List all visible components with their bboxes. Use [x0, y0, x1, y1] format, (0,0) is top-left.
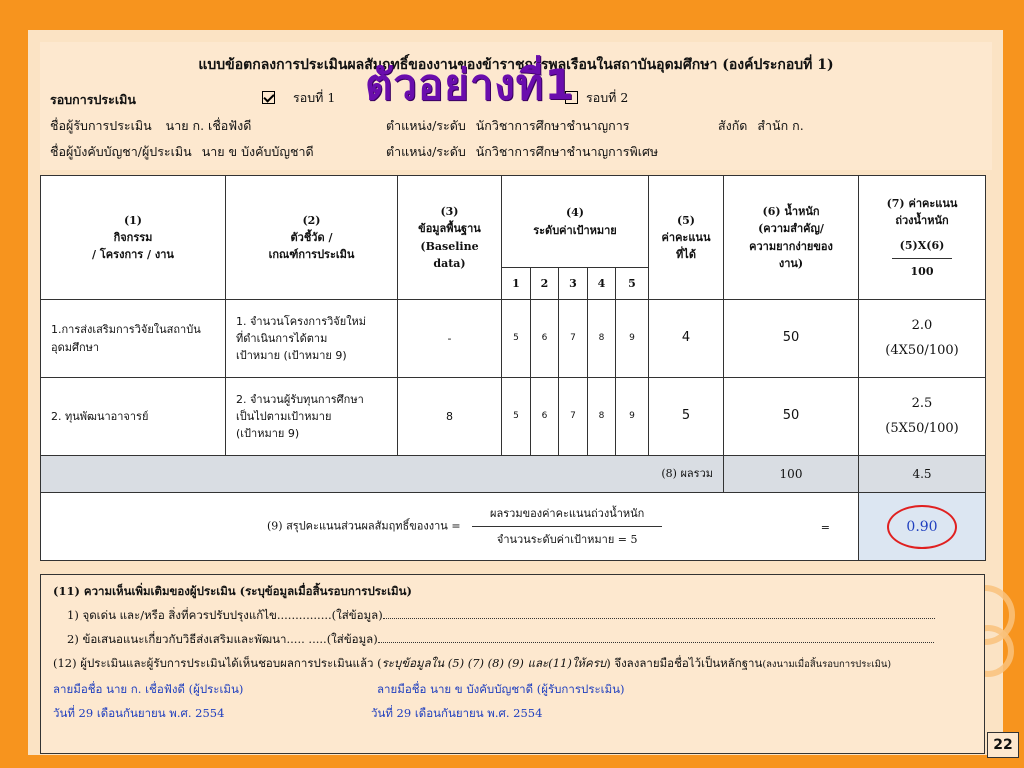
activity-cell: 2. ทุนพัฒนาอาจารย์	[41, 378, 226, 456]
level-cell: 9	[616, 300, 649, 378]
level-2: 2	[531, 268, 559, 300]
summary-result-cell	[859, 493, 986, 561]
weighted-cell: 2.5 (5X50/100)	[859, 378, 986, 456]
summary-row	[41, 493, 986, 561]
supervisor-name: นาย ข บังคับบัญชาดี	[201, 144, 314, 159]
level-cell: 6	[531, 300, 559, 378]
comment-item-2: 2) ข้อเสนอแนะเกี่ยวกับวิธีส่งเสริมและพัฒนา..... .....(ใส่ข้อมูล)	[67, 631, 934, 649]
round1-checkbox[interactable]	[262, 91, 275, 104]
indicator-cell: 2. จำนวนผู้รับทุนการศึกษา เป็นไปตามเป้าหมาย (เป้าหมาย 9)	[226, 378, 398, 456]
agreement-line: (12) ผู้ประเมินและผู้รับการประเมินได้เห็นชอบผลการประเมินแล้ว (ระบุข้อมูลใน (5) (7) (8) (9) และ(11)ให้ครบ) จึงลงลายมือชื่อไว้เป็นหลักฐาน(ลงนามเมื่อสิ้นรอบการประเมิน)	[53, 656, 892, 670]
level-cell: 5	[502, 378, 531, 456]
affiliation-value: สำนัก ก.	[757, 118, 804, 133]
total-row	[41, 456, 986, 493]
signature-evaluatee: ลายมือชื่อ นาย ข บังคับบัญชาดี (ผู้รับการประเมิน)	[377, 682, 625, 696]
level-5: 5	[616, 268, 649, 300]
level-1: 1	[502, 268, 531, 300]
supervisor-label: ชื่อผู้บังคับบัญชา/ผู้ประเมิน	[50, 144, 192, 159]
level-4: 4	[588, 268, 616, 300]
weight-cell: 50	[724, 300, 859, 378]
baseline-cell: 8	[398, 378, 502, 456]
summary-result: 0.90	[887, 505, 957, 549]
table-row	[41, 300, 986, 378]
summary-denominator: จำนวนระดับค่าเป้าหมาย = 5	[496, 533, 638, 546]
level-cell: 7	[559, 378, 588, 456]
total-label: (8) ผลรวม	[41, 456, 724, 493]
summary-equals: =	[820, 521, 830, 534]
position-value: นักวิชาการศึกษาชำนาญการพิเศษ	[475, 144, 659, 159]
signature-evaluator: ลายมือชื่อ นาย ก. เชื่อฟังดี (ผู้ประเมิน)	[53, 682, 244, 696]
header-target-levels: (4) ระดับค่าเป้าหมาย	[502, 176, 649, 268]
position-value: นักวิชาการศึกษาชำนาญการ	[475, 118, 630, 133]
supervisor-row	[50, 142, 314, 162]
header-activity: (1) กิจกรรม / โครงการ / งาน	[41, 176, 226, 300]
evaluatee-position	[386, 116, 629, 136]
evaluatee-row	[50, 116, 251, 136]
level-cell: 7	[559, 300, 588, 378]
header-weighted-score: (7) ค่าคะแนน ถ่วงน้ำหนัก (5)X(6) 100	[859, 176, 986, 300]
round1-option[interactable]	[262, 88, 335, 108]
level-cell: 9	[616, 378, 649, 456]
weighted-cell: 2.0 (4X50/100)	[859, 300, 986, 378]
evaluation-table-wrap	[40, 175, 985, 561]
level-cell: 8	[588, 378, 616, 456]
comments-heading: (11) ความเห็นเพิ่มเติมของผู้ประเมิน (ระบุข้อมูลเมื่อสิ้นรอบการประเมิน)	[53, 584, 412, 598]
round-label: รอบการประเมิน	[50, 92, 136, 107]
baseline-cell: -	[398, 300, 502, 378]
level-cell: 6	[531, 378, 559, 456]
affiliation	[718, 116, 804, 136]
header-weight: (6) น้ำหนัก (ความสำคัญ/ ความยากง่ายของ งาน)	[724, 176, 859, 300]
score-cell: 4	[649, 300, 724, 378]
header-score: (5) ค่าคะแนน ที่ได้	[649, 176, 724, 300]
date-evaluator: วันที่ 29 เดือนกันยายน พ.ศ. 2554	[53, 706, 225, 720]
header-indicator: (2) ตัวชี้วัด / เกณฑ์การประเมิน	[226, 176, 398, 300]
summary-formula	[41, 493, 859, 561]
position-label: ตำแหน่ง/ระดับ	[386, 144, 466, 159]
score-cell: 5	[649, 378, 724, 456]
evaluatee-name: นาย ก. เชื่อฟังดี	[165, 118, 252, 133]
summary-label: (9) สรุปคะแนนส่วนผลสัมฤทธิ์ของงาน =	[267, 519, 461, 533]
total-weighted: 4.5	[859, 456, 986, 493]
round-row	[50, 90, 136, 110]
supervisor-position	[386, 142, 658, 162]
level-3: 3	[559, 268, 588, 300]
summary-fraction	[472, 505, 662, 548]
table-row	[41, 378, 986, 456]
comments-section	[40, 574, 985, 754]
evaluation-table	[40, 175, 986, 561]
affiliation-label: สังกัด	[718, 118, 748, 133]
round1-label: รอบที่ 1	[292, 90, 336, 105]
activity-cell: 1.การส่งเสริมการวิจัยในสถาบันอุดมศึกษา	[41, 300, 226, 378]
comment-item-1: 1) จุดเด่น และ/หรือ สิ่งที่ควรปรับปรุงแก้ไข...............(ใส่ข้อมูล)	[67, 607, 935, 625]
example-title: ตัวอย่างที่1	[365, 60, 575, 109]
page-number: 22	[987, 732, 1019, 758]
weight-cell: 50	[724, 378, 859, 456]
position-label: ตำแหน่ง/ระดับ	[386, 118, 466, 133]
round2-label: รอบที่ 2	[585, 90, 629, 105]
date-evaluatee: วันที่ 29 เดือนกันยายน พ.ศ. 2554	[371, 706, 543, 720]
form-title: แบบข้อตกลงการประเมินผลสัมฤทธิ์ของงานของข้าราชการพลเรือนในสถาบันอุดมศึกษา (องค์ประกอบที่ 1)	[198, 57, 834, 73]
summary-numerator: ผลรวมของค่าคะแนนถ่วงน้ำหนัก	[472, 505, 662, 527]
header-baseline: (3) ข้อมูลพื้นฐาน (Baseline data)	[398, 176, 502, 300]
evaluatee-label: ชื่อผู้รับการประเมิน	[50, 118, 152, 133]
total-weight: 100	[724, 456, 859, 493]
level-cell: 8	[588, 300, 616, 378]
level-cell: 5	[502, 300, 531, 378]
indicator-cell: 1. จำนวนโครงการวิจัยใหม่ ที่ดำเนินการได้ตาม เป้าหมาย (เป้าหมาย 9)	[226, 300, 398, 378]
